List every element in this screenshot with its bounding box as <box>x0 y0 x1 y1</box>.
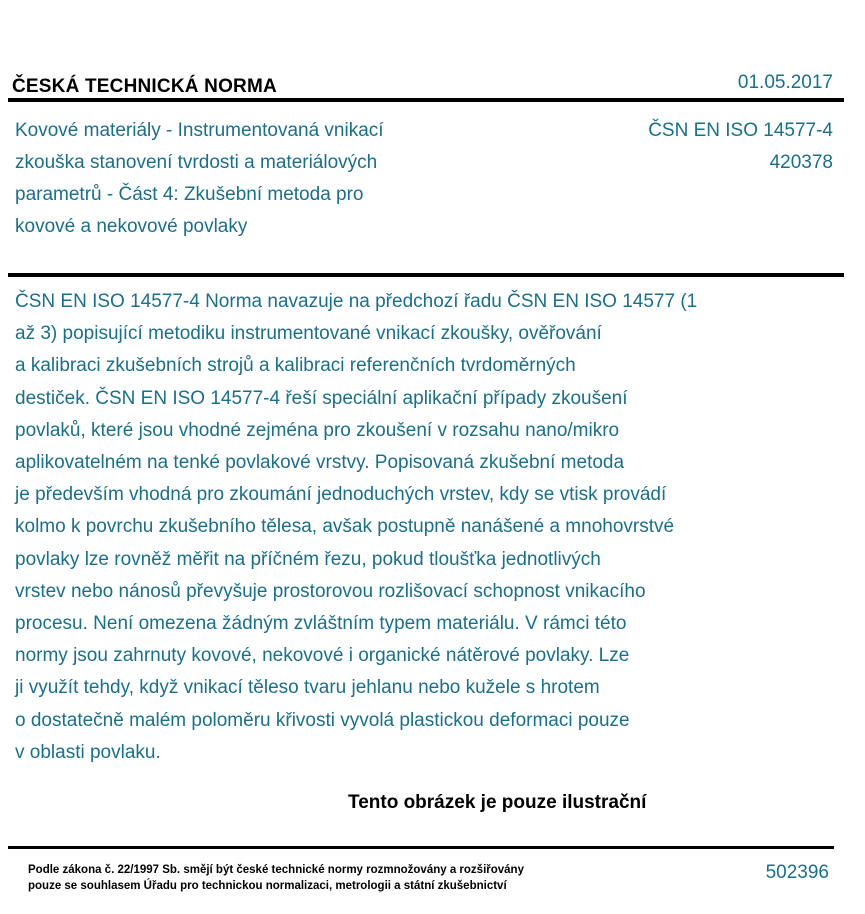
abstract-line: procesu. Není omezena žádným zvláštním typem materiálu. V rámci této <box>15 613 627 635</box>
class-number: 420378 <box>769 152 833 173</box>
abstract-line: vrstev nebo nánosů převyšuje prostorovou rozlišovací schopnost vnikacího <box>15 580 646 602</box>
abstract <box>15 286 805 769</box>
document-identifiers <box>648 115 833 179</box>
document-number: 502396 <box>765 862 829 883</box>
bottom-divider <box>8 846 834 849</box>
legal-notice-line: pouze se souhlasem Úřadu pro technickou normalizaci, metrologii a státní zkušebnictví <box>28 880 507 892</box>
abstract-line: kolmo k povrchu zkušebního tělesa, avšak postupně nanášené a mnohovrstvé <box>15 516 675 538</box>
document-title <box>15 115 455 243</box>
document-title-line: kovové a nekovové povlaky <box>15 216 248 237</box>
document-title-line: zkouška stanovení tvrdosti a materiálových <box>15 152 378 173</box>
illustration-note: Tento obrázek je pouze ilustrační <box>348 792 647 813</box>
legal-notice-line: Podle zákona č. 22/1997 Sb. smějí být české technické normy rozmnožovány a rozšiřovány <box>28 864 524 876</box>
abstract-line: a kalibraci zkušebních strojů a kalibraci referenčních tvrdoměrných <box>15 355 576 377</box>
standard-id: ČSN EN ISO 14577-4 <box>648 120 833 141</box>
abstract-line: v oblasti povlaku. <box>15 741 161 763</box>
document-title-line: Kovové materiály - Instrumentovaná vnikací <box>15 120 384 141</box>
abstract-line: až 3) popisující metodiku instrumentované vnikací zkoušky, ověřování <box>15 323 602 345</box>
middle-divider <box>8 273 844 277</box>
abstract-line: destiček. ČSN EN ISO 14577-4 řeší speciální aplikační případy zkoušení <box>15 387 628 409</box>
document-title-line: parametrů - Část 4: Zkušební metoda pro <box>15 184 364 205</box>
abstract-line: povlaků, které jsou vhodné zejména pro zkoušení v rozsahu nano/mikro <box>15 419 620 441</box>
abstract-line: aplikovatelném na tenké povlakové vrstvy. Popisovaná zkušební metoda <box>15 452 625 474</box>
abstract-line: je především vhodná pro zkoumání jednoduchých vrstev, kdy se vtisk provádí <box>15 484 667 506</box>
abstract-line: ji využít tehdy, když vnikací těleso tvaru jehlanu nebo kužele s hrotem <box>15 677 600 699</box>
legal-notice <box>28 862 524 894</box>
header-date: 01.05.2017 <box>737 72 833 93</box>
header-title: ČESKÁ TECHNICKÁ NORMA <box>12 76 277 97</box>
top-divider <box>8 98 844 102</box>
abstract-line: normy jsou zahrnuty kovové, nekovové i organické nátěrové povlaky. Lze <box>15 645 630 667</box>
abstract-line: povlaky lze rovněž měřit na příčném řezu, pokud tloušťka jednotlivých <box>15 548 601 570</box>
abstract-line: o dostatečně malém poloměru křivosti vyvolá plastickou deformaci pouze <box>15 709 630 731</box>
abstract-line: ČSN EN ISO 14577-4 Norma navazuje na předchozí řadu ČSN EN ISO 14577 (1 <box>15 291 698 312</box>
